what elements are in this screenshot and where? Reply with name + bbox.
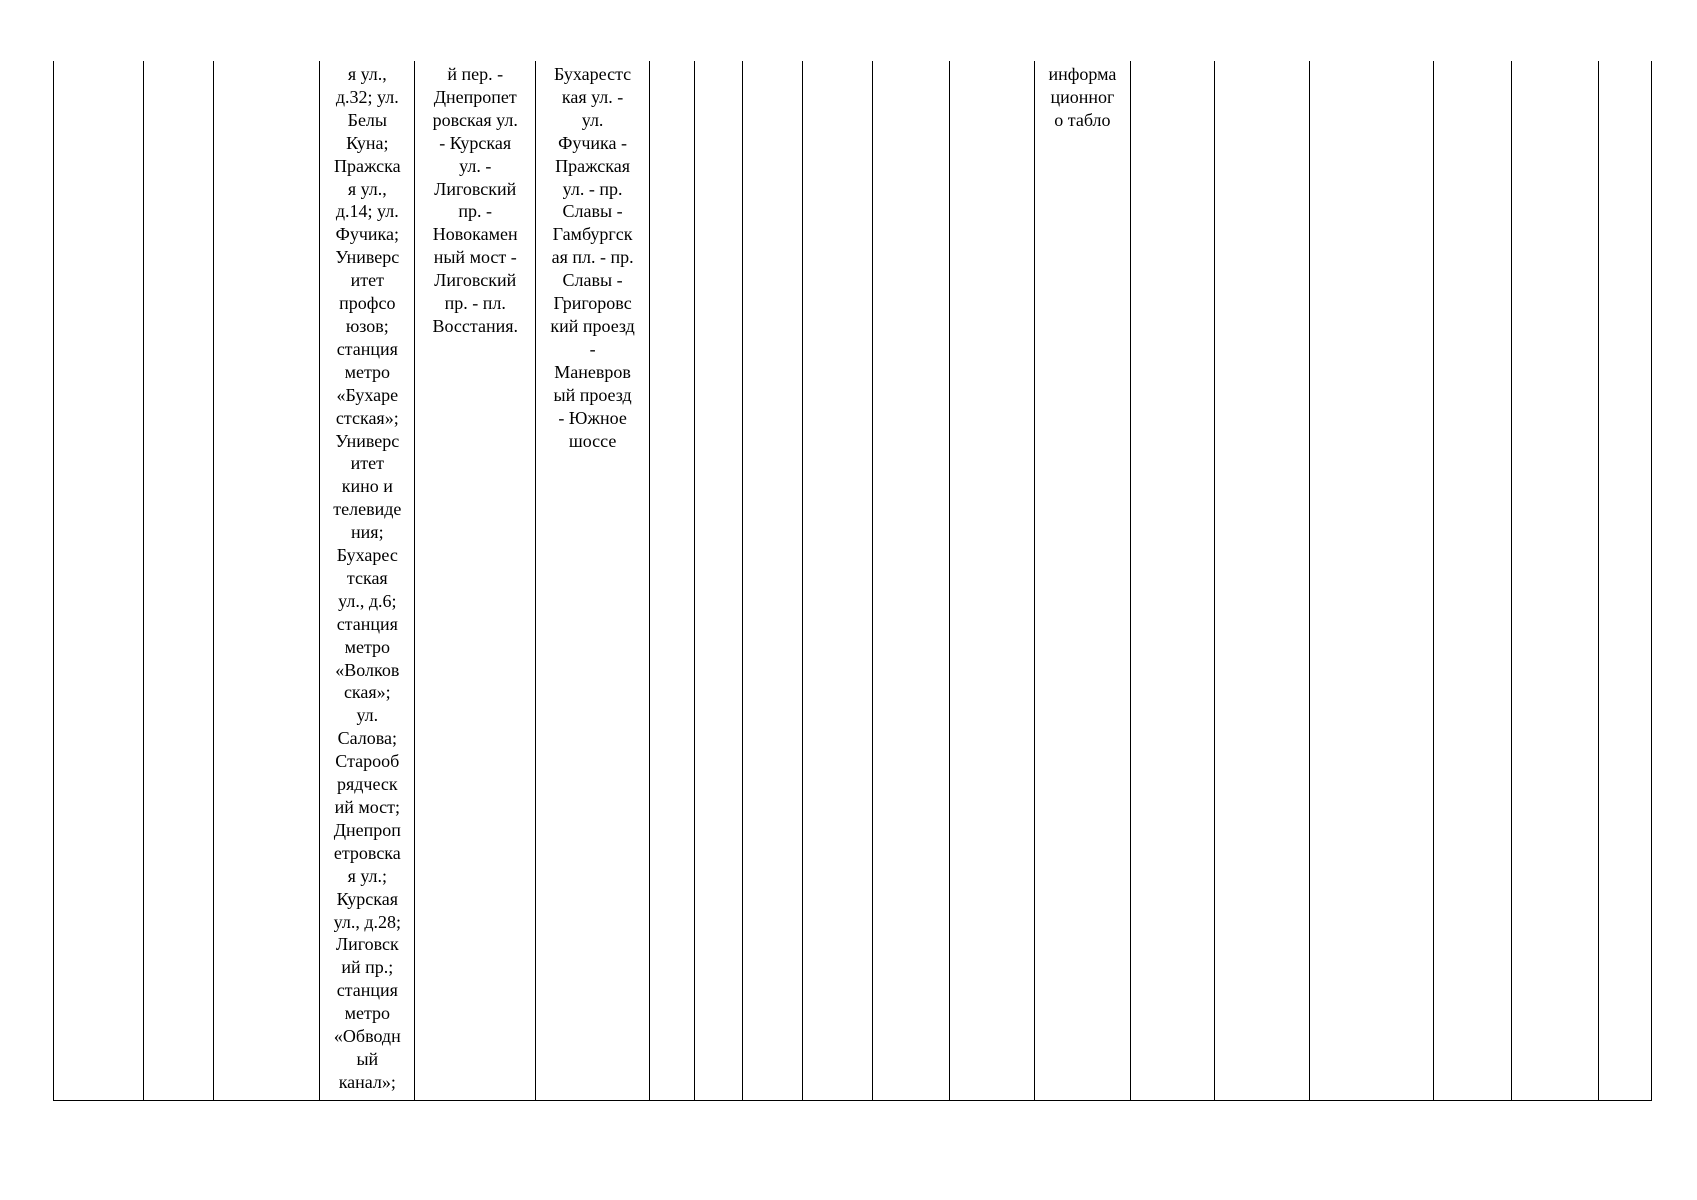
- table-cell-col-11: [873, 61, 949, 1101]
- table-cell-col-3: [214, 61, 320, 1101]
- table-cell-route-forward: [415, 61, 536, 1101]
- table-cell-col-8: [695, 61, 743, 1101]
- table-cell-col-9: [743, 61, 803, 1101]
- table-cell-col-7: [650, 61, 695, 1101]
- table-cell-col-10: [803, 61, 873, 1101]
- table-cell-col-14: [1131, 61, 1215, 1101]
- table-cell-route-backward: [535, 61, 649, 1101]
- table-cell-col-19: [1599, 61, 1652, 1101]
- table-cell-col-17: [1433, 61, 1512, 1101]
- table-cell-col-15: [1214, 61, 1309, 1101]
- table-cell-col-2: [144, 61, 214, 1101]
- table-row: [54, 61, 1652, 1101]
- route-backward-text: Бухарестс кая ул. - ул. Фучика - Пражская ул. - пр. Славы - Гамбургск ая пл. - пр. Славы - Григоровс кий проезд - Маневров ый проезд - Южное шоссе: [550, 64, 635, 451]
- route-table: [53, 61, 1652, 1101]
- table-cell-col-18: [1512, 61, 1599, 1101]
- table-cell-col-16: [1310, 61, 1434, 1101]
- info-board-text: информа ционног о табло: [1048, 64, 1117, 130]
- route-forward-text: й пер. - Днепропет ровская ул. - Курская ул. - Лиговский пр. - Новокамен ный мост - Лиговский пр. - пл. Восстания.: [432, 64, 519, 336]
- table-cell-info-board: [1034, 61, 1130, 1101]
- table-cell-stops: [320, 61, 415, 1101]
- table-cell-col-1: [54, 61, 144, 1101]
- stops-text: я ул., д.32; ул. Белы Куна; Пражска я ул., д.14; ул. Фучика; Универс итет профсо юзов; станция метро «Бухаре стская»; Универс итет кино и телевиде ния; Бухарес тская ул., д.6; станция метро «Волков ская»; ул. Салова; Старооб рядческ ий мост; Днепроп етровска я ул.; Курская ул., д.28; Лиговск ий пр.; станция метро «Обводн ый канал»;: [333, 64, 402, 1092]
- table-cell-col-12: [949, 61, 1034, 1101]
